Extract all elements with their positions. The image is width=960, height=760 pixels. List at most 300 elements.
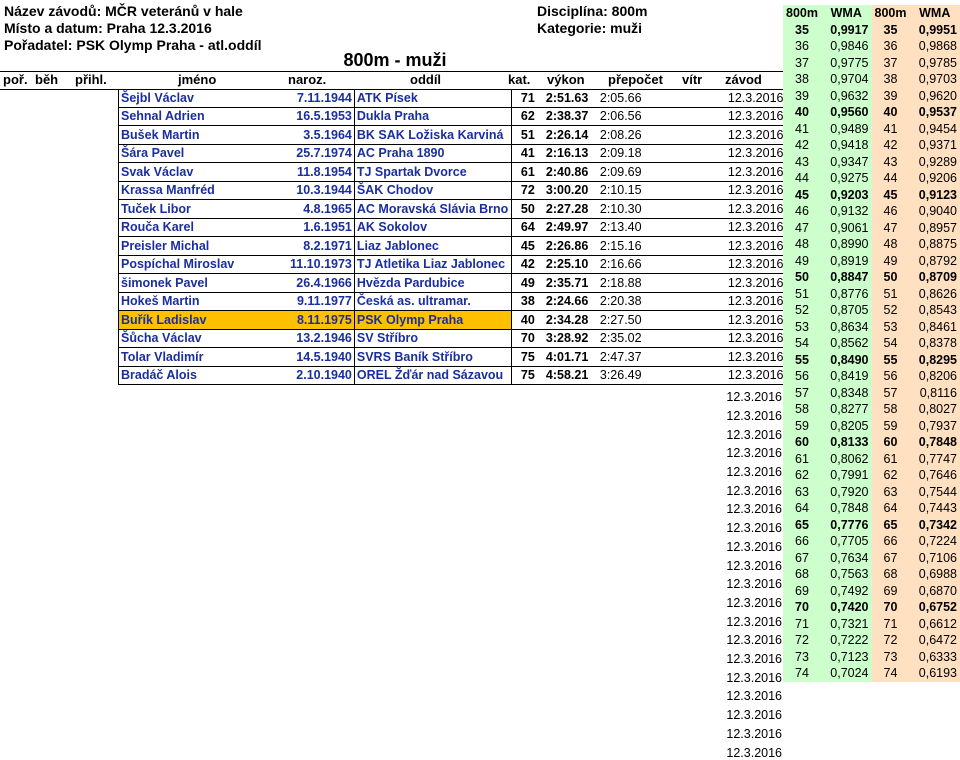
wma-age: 35 (783, 22, 821, 39)
wma-factor: 0,7747 (909, 451, 960, 468)
race-date: 12.3.2016 (726, 502, 782, 517)
wma-factor: 0,9040 (909, 203, 960, 220)
wma-age: 43 (783, 154, 821, 171)
wma-factor: 0,9489 (821, 121, 872, 138)
wma-age: 55 (783, 352, 821, 369)
performance: 2:40.86 (544, 163, 598, 182)
performance: 2:38.37 (544, 107, 598, 126)
wma-age: 48 (872, 236, 910, 253)
converted-time: 2:09.69 (598, 163, 660, 182)
wma-age: 35 (872, 22, 910, 39)
wma-factor: 0,8919 (821, 253, 872, 270)
club-name: Liaz Jablonec (354, 237, 511, 256)
wma-row (783, 269, 960, 286)
birth-date: 9.11.1977 (288, 292, 354, 311)
wma-age: 53 (783, 319, 821, 336)
wma-factor: 0,7420 (821, 599, 872, 616)
wind (660, 126, 726, 145)
age-category: 42 (511, 255, 544, 274)
age-category: 45 (511, 237, 544, 256)
wma-factor: 0,8062 (821, 451, 872, 468)
wma-factor: 0,8277 (821, 401, 872, 418)
race-date: 12.3.2016 (726, 218, 786, 237)
organizer: Pořadatel: PSK Olymp Praha - atl.oddíl (4, 37, 262, 53)
athlete-name: Preisler Michal (119, 237, 289, 256)
wma-factor: 0,6752 (909, 599, 960, 616)
club-name: Dukla Praha (354, 107, 511, 126)
wma-factor: 0,9275 (821, 170, 872, 187)
club-name: Hvězda Pardubice (354, 274, 511, 293)
wma-age: 67 (872, 550, 910, 567)
performance: 2:25.10 (544, 255, 598, 274)
wma-factor: 0,8490 (821, 352, 872, 369)
birth-date: 3.5.1964 (288, 126, 354, 145)
wma-age: 60 (872, 434, 910, 451)
wma-header-cell: 800m (872, 5, 910, 22)
wma-row (783, 220, 960, 237)
wma-row (783, 533, 960, 550)
race-date: 12.3.2016 (726, 427, 782, 442)
birth-date: 8.11.1975 (288, 311, 354, 330)
wma-row (783, 71, 960, 88)
converted-time: 2:16.66 (598, 255, 660, 274)
athlete-name: Krassa Manfréd (119, 181, 289, 200)
wind (660, 255, 726, 274)
club-name: SVRS Baník Stříbro (354, 348, 511, 367)
wma-age: 41 (872, 121, 910, 138)
wind (660, 107, 726, 126)
race-date: 12.3.2016 (726, 670, 782, 685)
col-header-performance: výkon (547, 72, 585, 87)
wma-age: 44 (783, 170, 821, 187)
wma-factor: 0,9775 (821, 55, 872, 72)
age-category: 62 (511, 107, 544, 126)
wma-row (783, 368, 960, 385)
wma-age: 44 (872, 170, 910, 187)
wma-factor: 0,6333 (909, 649, 960, 666)
wma-factor: 0,9123 (909, 187, 960, 204)
wma-row (783, 434, 960, 451)
performance: 3:00.20 (544, 181, 598, 200)
wma-age: 39 (872, 88, 910, 105)
converted-time: 3:26.49 (598, 366, 660, 385)
wma-age: 72 (872, 632, 910, 649)
wma-factor: 0,7222 (821, 632, 872, 649)
race-date: 12.3.2016 (726, 465, 782, 479)
wma-age: 40 (783, 104, 821, 121)
wma-age: 49 (872, 253, 910, 270)
wma-age: 69 (872, 583, 910, 600)
wma-factor: 0,6472 (909, 632, 960, 649)
wma-row (783, 550, 960, 567)
wma-row (783, 451, 960, 468)
wma-age: 63 (872, 484, 910, 501)
converted-time: 2:18.88 (598, 274, 660, 293)
age-category: 51 (511, 126, 544, 145)
wma-age: 62 (872, 467, 910, 484)
wma-age: 67 (783, 550, 821, 567)
age-category: 41 (511, 144, 544, 163)
converted-time: 2:10.15 (598, 181, 660, 200)
race-date: 12.3.2016 (726, 726, 782, 741)
wma-factor: 0,8847 (821, 269, 872, 286)
wma-age: 63 (783, 484, 821, 501)
athlete-name: Šůcha Václav (119, 329, 289, 348)
wma-age: 68 (783, 566, 821, 583)
age-category: 72 (511, 181, 544, 200)
performance: 4:01.71 (544, 348, 598, 367)
table-row (119, 218, 786, 237)
club-name: TJ Atletika Liaz Jablonec (354, 255, 511, 274)
wma-header-cell: WMA (909, 5, 960, 22)
wma-row (783, 302, 960, 319)
athlete-name: Pospíchal Miroslav (119, 255, 289, 274)
club-name: OREL Žďár nad Sázavou (354, 366, 511, 385)
place-date: Místo a datum: Praha 12.3.2016 (4, 20, 212, 36)
wma-row (783, 319, 960, 336)
wma-factor: 0,8461 (909, 319, 960, 336)
race-date: 12.3.2016 (726, 163, 786, 182)
wind (660, 366, 726, 385)
wma-age: 58 (872, 401, 910, 418)
race-date: 12.3.2016 (726, 708, 782, 723)
wma-age: 61 (783, 451, 821, 468)
wma-age: 66 (783, 533, 821, 550)
wma-row (783, 187, 960, 204)
race-date: 12.3.2016 (726, 689, 782, 704)
wma-factor: 0,9560 (821, 104, 872, 121)
wma-row (783, 335, 960, 352)
wind (660, 163, 726, 182)
wma-row (783, 352, 960, 369)
birth-date: 11.10.1973 (288, 255, 354, 274)
wma-factor: 0,9785 (909, 55, 960, 72)
table-row (119, 329, 786, 348)
wma-age: 65 (783, 517, 821, 534)
club-name: ATK Písek (354, 89, 511, 107)
wma-factor: 0,8348 (821, 385, 872, 402)
wma-row (783, 236, 960, 253)
wma-age: 42 (783, 137, 821, 154)
wma-age: 64 (872, 500, 910, 517)
race-date: 12.3.2016 (726, 274, 786, 293)
wma-age: 58 (783, 401, 821, 418)
race-date: 12.3.2016 (726, 181, 786, 200)
age-category: 71 (511, 89, 544, 107)
race-date: 12.3.2016 (726, 614, 782, 629)
wma-factor: 0,9061 (821, 220, 872, 237)
club-name: AK Sokolov (354, 218, 511, 237)
race-date: 12.3.2016 (726, 107, 786, 126)
discipline: Disciplína: 800m (537, 3, 648, 19)
age-category: 70 (511, 329, 544, 348)
wma-row (783, 418, 960, 435)
wma-age: 73 (872, 649, 910, 666)
age-category: 49 (511, 274, 544, 293)
wma-row (783, 55, 960, 72)
wma-factor: 0,7646 (909, 467, 960, 484)
wma-factor: 0,9868 (909, 38, 960, 55)
athlete-name: Šára Pavel (119, 144, 289, 163)
wma-factor: 0,9454 (909, 121, 960, 138)
wind (660, 292, 726, 311)
converted-time: 2:13.40 (598, 218, 660, 237)
wma-age: 39 (783, 88, 821, 105)
club-name: ŠAK Chodov (354, 181, 511, 200)
wma-factor: 0,9537 (909, 104, 960, 121)
wma-age: 51 (872, 286, 910, 303)
wma-age: 42 (872, 137, 910, 154)
performance: 2:35.71 (544, 274, 598, 293)
col-header-rank: poř. (3, 72, 28, 87)
wma-row (783, 253, 960, 270)
converted-time: 2:06.56 (598, 107, 660, 126)
wma-age: 46 (783, 203, 821, 220)
wma-factor: 0,9347 (821, 154, 872, 171)
birth-date: 13.2.1946 (288, 329, 354, 348)
table-row (119, 292, 786, 311)
table-row (119, 89, 786, 107)
club-name: SV Stříbro (354, 329, 511, 348)
wma-factor: 0,6988 (909, 566, 960, 583)
wma-age: 55 (872, 352, 910, 369)
wma-factor: 0,8419 (821, 368, 872, 385)
performance: 2:16.13 (544, 144, 598, 163)
table-row (119, 126, 786, 145)
athlete-name: Šejbl Václav (119, 89, 289, 107)
category: Kategorie: muži (537, 20, 643, 36)
wma-factor: 0,9289 (909, 154, 960, 171)
wma-age: 70 (783, 599, 821, 616)
col-header-name: jméno (178, 72, 217, 87)
col-header-race: závod (725, 72, 762, 87)
wma-age: 38 (783, 71, 821, 88)
wma-factor: 0,7705 (821, 533, 872, 550)
wma-row (783, 104, 960, 121)
wma-factor-table (783, 5, 960, 682)
wind (660, 348, 726, 367)
race-date: 12.3.2016 (726, 745, 782, 760)
wma-factor: 0,8133 (821, 434, 872, 451)
table-row (119, 237, 786, 256)
race-date: 12.3.2016 (726, 89, 786, 107)
wma-factor: 0,7937 (909, 418, 960, 435)
wma-factor: 0,8116 (909, 385, 960, 402)
wma-factor: 0,7920 (821, 484, 872, 501)
wma-factor: 0,8990 (821, 236, 872, 253)
wma-age: 52 (783, 302, 821, 319)
wma-row (783, 170, 960, 187)
wma-factor: 0,9704 (821, 71, 872, 88)
wma-factor: 0,7848 (821, 500, 872, 517)
wma-header-cell: WMA (821, 5, 872, 22)
race-date: 12.3.2016 (726, 652, 782, 666)
wma-factor: 0,7848 (909, 434, 960, 451)
wma-age: 37 (872, 55, 910, 72)
wma-age: 56 (783, 368, 821, 385)
table-row (119, 366, 786, 385)
wma-factor: 0,6870 (909, 583, 960, 600)
wma-factor: 0,8626 (909, 286, 960, 303)
wma-age: 70 (872, 599, 910, 616)
col-header-category: kat. (508, 72, 531, 87)
wma-age: 38 (872, 71, 910, 88)
club-name: Česká as. ultramar. (354, 292, 511, 311)
wma-factor: 0,9846 (821, 38, 872, 55)
wma-factor: 0,8792 (909, 253, 960, 270)
wind (660, 329, 726, 348)
performance: 4:58.21 (544, 366, 598, 385)
club-name: TJ Spartak Dvorce (354, 163, 511, 182)
wma-age: 74 (783, 665, 821, 682)
wma-age: 65 (872, 517, 910, 534)
race-date: 12.3.2016 (726, 311, 786, 330)
wma-factor: 0,7563 (821, 566, 872, 583)
wma-age: 57 (783, 385, 821, 402)
table-row (119, 144, 786, 163)
race-date: 12.3.2016 (726, 366, 786, 385)
table-row (119, 181, 786, 200)
wma-row (783, 665, 960, 682)
wma-age: 43 (872, 154, 910, 171)
wma-factor: 0,8562 (821, 335, 872, 352)
wma-row (783, 467, 960, 484)
wma-age: 37 (783, 55, 821, 72)
wma-factor: 0,8875 (909, 236, 960, 253)
converted-time: 2:10.30 (598, 200, 660, 219)
wma-age: 61 (872, 451, 910, 468)
age-category: 64 (511, 218, 544, 237)
wma-factor: 0,9206 (909, 170, 960, 187)
wma-factor: 0,7224 (909, 533, 960, 550)
race-date: 12.3.2016 (726, 633, 782, 648)
wma-row (783, 203, 960, 220)
wma-factor: 0,8206 (909, 368, 960, 385)
wma-age: 54 (783, 335, 821, 352)
col-header-heat: běh (35, 72, 59, 87)
wma-factor: 0,8957 (909, 220, 960, 237)
table-row (119, 163, 786, 182)
col-header-club: oddíl (410, 72, 442, 87)
wma-row (783, 500, 960, 517)
wma-age: 72 (783, 632, 821, 649)
wma-factor: 0,9632 (821, 88, 872, 105)
wma-factor: 0,9371 (909, 137, 960, 154)
wma-factor: 0,8776 (821, 286, 872, 303)
age-category: 40 (511, 311, 544, 330)
wma-age: 74 (872, 665, 910, 682)
wind (660, 144, 726, 163)
col-header-wind: vítr (682, 72, 703, 87)
age-category: 38 (511, 292, 544, 311)
race-date: 12.3.2016 (726, 237, 786, 256)
birth-date: 25.7.1974 (288, 144, 354, 163)
age-category: 50 (511, 200, 544, 219)
wma-row (783, 566, 960, 583)
wma-age: 45 (783, 187, 821, 204)
wma-row (783, 401, 960, 418)
wma-header-cell: 800m (783, 5, 821, 22)
race-date: 12.3.2016 (726, 595, 782, 610)
wma-age: 59 (783, 418, 821, 435)
race-date: 12.3.2016 (726, 200, 786, 219)
wma-row (783, 517, 960, 534)
wma-age: 60 (783, 434, 821, 451)
athlete-name: Sehnal Adrien (119, 107, 289, 126)
race-date: 12.3.2016 (726, 126, 786, 145)
wma-row (783, 88, 960, 105)
athlete-name: Svak Václav (119, 163, 289, 182)
race-date: 12.3.2016 (726, 446, 782, 461)
wma-factor: 0,8378 (909, 335, 960, 352)
club-name: BK SAK Ložiska Karviná (354, 126, 511, 145)
birth-date: 7.11.1944 (288, 89, 354, 107)
wma-age: 57 (872, 385, 910, 402)
birth-date: 8.2.1971 (288, 237, 354, 256)
wma-factor: 0,6612 (909, 616, 960, 633)
wind (660, 89, 726, 107)
converted-time: 2:08.26 (598, 126, 660, 145)
race-date: 12.3.2016 (726, 558, 782, 573)
athlete-name: Buřík Ladislav (119, 311, 289, 330)
wma-factor: 0,7106 (909, 550, 960, 567)
wind (660, 200, 726, 219)
wma-row (783, 121, 960, 138)
wma-factor: 0,7024 (821, 665, 872, 682)
wma-factor: 0,9951 (909, 22, 960, 39)
wma-factor: 0,9203 (821, 187, 872, 204)
birth-date: 26.4.1966 (288, 274, 354, 293)
wma-row (783, 583, 960, 600)
wma-age: 47 (872, 220, 910, 237)
wma-factor: 0,7634 (821, 550, 872, 567)
wind (660, 181, 726, 200)
race-date: 12.3.2016 (726, 329, 786, 348)
table-row (119, 200, 786, 219)
wind (660, 274, 726, 293)
wma-factor: 0,8634 (821, 319, 872, 336)
athlete-name: Bušek Martin (119, 126, 289, 145)
age-category: 75 (511, 348, 544, 367)
wma-factor: 0,8709 (909, 269, 960, 286)
wma-factor: 0,8295 (909, 352, 960, 369)
col-header-dob: naroz. (288, 72, 327, 87)
wma-age: 41 (783, 121, 821, 138)
wma-age: 52 (872, 302, 910, 319)
table-row (119, 311, 786, 330)
converted-time: 2:47.37 (598, 348, 660, 367)
wma-row (783, 286, 960, 303)
performance: 2:49.97 (544, 218, 598, 237)
wma-age: 64 (783, 500, 821, 517)
performance: 2:34.28 (544, 311, 598, 330)
wma-age: 71 (783, 616, 821, 633)
wma-row (783, 616, 960, 633)
wma-age: 48 (783, 236, 821, 253)
wma-age: 71 (872, 616, 910, 633)
wma-factor: 0,9917 (821, 22, 872, 39)
birth-date: 11.8.1954 (288, 163, 354, 182)
wma-age: 46 (872, 203, 910, 220)
wma-age: 51 (783, 286, 821, 303)
race-name: Název závodů: MČR veteránů v hale (4, 3, 243, 19)
wma-header-row (783, 5, 960, 22)
race-date: 12.3.2016 (726, 539, 782, 554)
wma-factor: 0,7991 (821, 467, 872, 484)
wma-age: 45 (872, 187, 910, 204)
wma-age: 36 (872, 38, 910, 55)
performance: 2:51.63 (544, 89, 598, 107)
